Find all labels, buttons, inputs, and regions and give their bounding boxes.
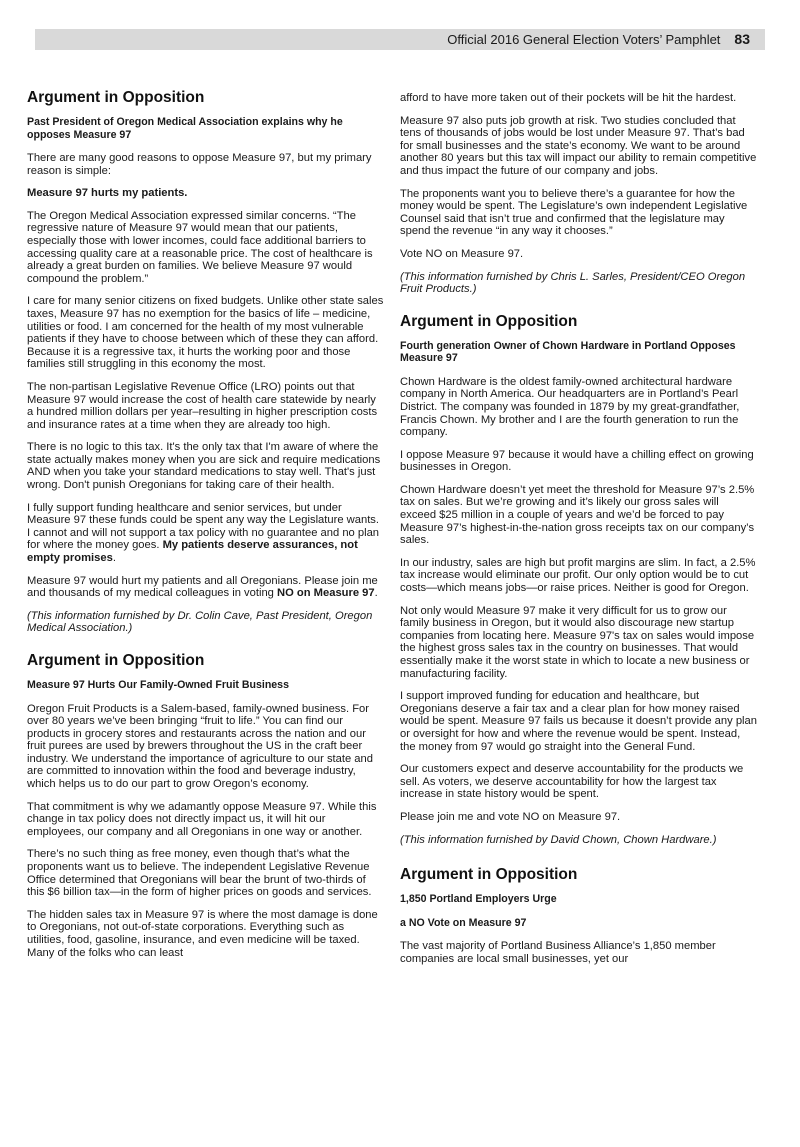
paragraph: Chown Hardware doesn’t yet meet the threshold for Measure 97’s 2.5% tax on sales. But we’re growing and it’s likely our gross sales will exceed $25 million in a couple of years and we’d be forced to pay Measure 97’s highest-in-the-nation gross receipts tax on our company’s sales. [400,483,755,547]
paragraph: The vast majority of Portland Business Alliance’s 1,850 member companies are local small businesses, yet our [400,940,716,965]
paragraph: Our customers expect and deserve accountability for the products we sell. As voters, we deserve accountability for how the largest tax increase in state history would be spent. [400,763,744,801]
text-run-bold: NO on Measure 97 [277,587,375,600]
paragraph: That commitment is why we adamantly oppose Measure 97. While this change in tax policy does not directly impact us, it will hit our employees, our company and all Oregonians in one way or another. [27,800,377,838]
pamphlet-title: Official 2016 General Election Voters’ Pamphlet [447,32,721,47]
paragraph: I care for many senior citizens on fixed budgets. Unlike other state sales taxes, Measure 97 has no exemption for the basics of life – medicine, utilities or food. I am concerned for the health of my most vulnerable patients if they have to choose between which of these they can afford. Because it is a regressive tax, it hurts the working poor and those families still struggling in this economy the most. [27,295,384,371]
attribution: (This information furnished by Chris L. Sarles, President/CEO Oregon Fruit Products.) [400,270,746,296]
paragraph: Please join me and vote NO on Measure 97. [400,810,621,823]
argument-heading: Argument in Opposition [400,866,578,884]
paragraph: Not only would Measure 97 make it very difficult for us to grow our family business in Oregon, but it would also discourage new startup companies from locating here. Measure 97's tax on sales would impose the highest gross sales tax in the country on businesses. That would essentially make it the worst state in which to locate a new business or manufacturing facility. [400,604,755,680]
paragraph: The Oregon Medical Association expressed similar concerns. “The regressive nature of Measure 97 would mean that our patients, especially those with lower incomes, could face additional barriers to accessing quality care at a reasonable price. The cost of healthcare is already a great burden on families. We believe Measure 97 would compound the problem.” [27,209,373,285]
right-column [400,92,757,975]
paragraph: The non-partisan Legislative Revenue Office (LRO) points out that Measure 97 would increase the cost of health care statewide by nearly a hundred million dollars per year–resulting in higher prescription costs and insurance rates at a time when they are already too high. [27,380,378,431]
paragraph: There’s no such thing as free money, even though that’s what the proponents want us to believe. The independent Legislative Revenue Office determined that Oregonians will bear the brunt of two-thirds of this $6 billion tax—in the form of higher prices on goods and services. [27,848,372,899]
argument-subhead: 1,850 Portland Employers Urge [400,893,557,906]
argument-subhead: Measure 97 Hurts Our Family-Owned Fruit Business [27,679,289,691]
paragraph: Chown Hardware is the oldest family-owned architectural hardware company in North America. Our headquarters are in Portland’s Pearl District. The company was founded in 1879 by my great-grandfather, Francis Chown. My brother and I are the fourth generation to run the company. [400,375,740,439]
argument-heading: Argument in Opposition [27,89,205,106]
text-run: I fully support funding healthcare and senior services, but under Measure 97 these funds could be spent any way the Legislature wants. I cannot and will not support a tax policy with no guarantee and no plan for where the money goes. [27,501,380,552]
argument-heading: Argument in Opposition [27,652,205,669]
left-column [27,89,384,969]
header-bar [35,29,765,50]
paragraph [27,502,384,565]
argument-heading: Argument in Opposition [400,312,578,330]
paragraph: Oregon Fruit Products is a Salem-based, family-owned business. For over 80 years we’ve been bringing “fruit to life.” You can find our products in grocery stores and restaurants across the nation and our fruit purees are used by brewers throughout the US in the craft beer industry. We understand the importance of agriculture to our state and are committed to innovation within the food and beverage industry, which helps us to do our part to grow Oregon’s economy. [27,702,373,791]
page-number: 83 [734,31,750,47]
text-run: . [374,587,378,600]
paragraph: afford to have more taken out of their pockets will be hit the hardest. [400,92,737,104]
paragraph: In our industry, sales are high but profit margins are slim. In fact, a 2.5% tax increase would eliminate our profit. Our only option would be to cut costs—which means jobs—or raise prices. Neither is good for Oregon. [400,556,756,595]
paragraph-bold: Measure 97 hurts my patients. [27,187,188,200]
paragraph: I support improved funding for education and healthcare, but Oregonians deserve a fair tax and a clear plan for how money raised would be spent. Measure 97 fails us because it doesn’t provide any plan or oversight for how and where the revenue would be spent. Instead, the money from 97 would go straight into the General Fund. [400,690,757,753]
header-text [447,31,750,48]
paragraph: The proponents want you to believe there’s a guarantee for how the money would be spent. The Legislature’s own independent Legislative Counsel said that isn’t true and confirmed that the legislature may spend the revenue “in any way it chooses.” [400,187,748,238]
paragraph: There is no logic to this tax. It's the only tax that I'm aware of where the state actually makes money when you are sick and require medications AND when you take your standard medications to stay well. That's just wrong. Don't punish Oregonians for taking care of their health. [27,441,381,492]
paragraph: Measure 97 also puts job growth at risk. Two studies concluded that tens of thousands of jobs would be lost under Measure 97. That’s bad for small businesses and the state’s economy. We want to be around another 80 years but this tax will impact our ability to remain competitive and thus impact the future of our company and jobs. [400,114,757,177]
text-run-bold: My patients deserve assurances, not empty promises [27,539,358,565]
text-run: . [112,552,116,565]
paragraph: There are many good reasons to oppose Measure 97, but my primary reason is simple: [27,152,372,177]
argument-subhead: Fourth generation Owner of Chown Hardware in Portland Opposes Measure 97 [400,339,736,365]
paragraph: Vote NO on Measure 97. [400,247,524,260]
attribution: (This information furnished by David Chown, Chown Hardware.) [400,833,717,846]
text-run: Measure 97 would hurt my patients and all Oregonians. Please join me and thousands of my medical colleagues in voting [27,574,378,600]
argument-subhead: Past President of Oregon Medical Association explains why he opposes Measure 97 [27,116,343,141]
argument-subhead: a NO Vote on Measure 97 [400,916,527,929]
attribution: (This information furnished by Dr. Colin Cave, Past President, Oregon Medical Association.) [27,609,373,635]
paragraph: I oppose Measure 97 because it would have a chilling effect on growing businesses in Oregon. [400,448,754,474]
paragraph [27,575,384,600]
paragraph: The hidden sales tax in Measure 97 is where the most damage is done to Oregonians, not out-of-state corporations. Everything such as utilities, food, gasoline, insurance, and even medicine will be taxed. Many of the folks who can least [27,908,378,959]
